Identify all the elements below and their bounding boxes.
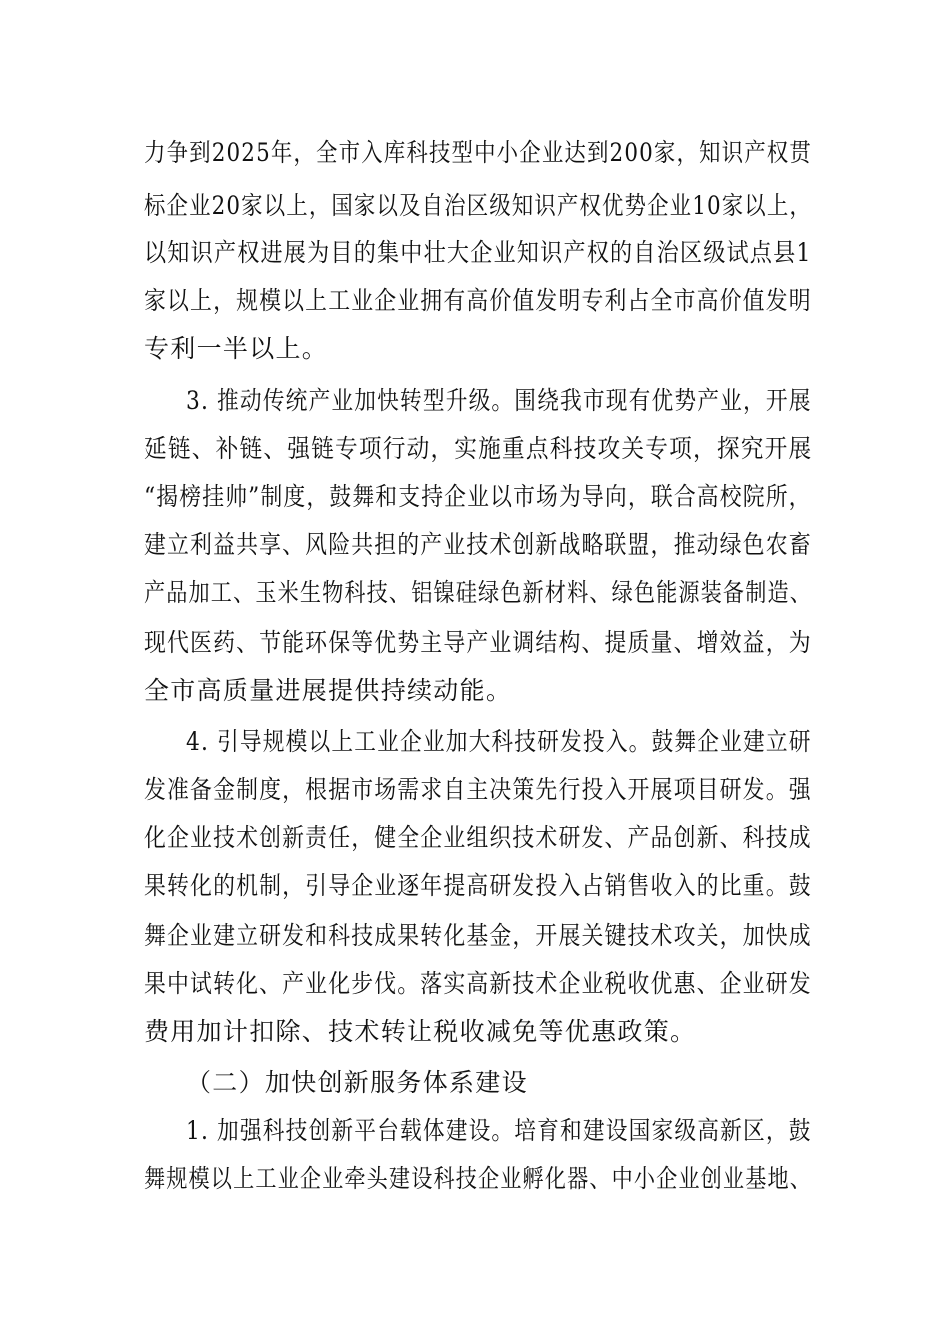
body-text-line: 家以上，规模以上工业企业拥有高价值发明专利占全市高价值发明 — [144, 286, 812, 315]
body-text-line: 费用加计扣除、技术转让税收减免等优惠政策。 — [144, 1017, 697, 1046]
body-text-line: 以知识产权进展为目的集中壮大企业知识产权的自治区级试点县1 — [144, 238, 812, 267]
body-text-line: 产品加工、玉米生物科技、铝镍硅绿色新材料、绿色能源装备制造、 — [144, 578, 813, 607]
body-text-line: 果转化的机制，引导企业逐年提高研发投入占销售收入的比重。鼓 — [144, 871, 812, 900]
body-text-line: 化企业技术创新责任，健全企业组织技术研发、产品创新、科技成 — [144, 823, 812, 852]
body-text-line: 标企业20家以上，国家以及自治区级知识产权优势企业10家以上， — [144, 191, 812, 220]
body-text-line: “揭榜挂帅”制度，鼓舞和支持企业以市场为导向，联合高校院所， — [144, 482, 812, 511]
body-text-line: 舞规模以上工业企业牵头建设科技企业孵化器、中小企业创业基地、 — [144, 1164, 813, 1193]
body-text-line: 全市高质量进展提供持续动能。 — [144, 676, 513, 705]
numbered-paragraph-start: 1. 加强科技创新平台载体建设。培育和建设国家级高新区，鼓 — [186, 1116, 812, 1145]
body-text-line: 果中试转化、产业化步伐。落实高新技术企业税收优惠、企业研发 — [144, 969, 812, 998]
body-text-line: 建立利益共享、风险共担的产业技术创新战略联盟，推动绿色农畜 — [144, 530, 812, 559]
numbered-paragraph-start: 4. 引导规模以上工业企业加大科技研发投入。鼓舞企业建立研 — [186, 727, 812, 756]
body-text-line: 现代医药、节能环保等优势主导产业调结构、提质量、增效益，为 — [144, 628, 812, 657]
body-text-line: 发准备金制度，根据市场需求自主决策先行投入开展项目研发。强 — [144, 775, 812, 804]
body-text-line: 舞企业建立研发和科技成果转化基金，开展关键技术攻关，加快成 — [144, 921, 812, 950]
section-heading: （二）加快创新服务体系建设 — [186, 1068, 528, 1097]
numbered-paragraph-start: 3. 推动传统产业加快转型升级。围绕我市现有优势产业，开展 — [186, 386, 812, 415]
body-text-line: 专利一半以上。 — [144, 334, 329, 363]
body-text-line: 力争到2025年，全市入库科技型中小企业达到200家，知识产权贯 — [144, 138, 812, 167]
body-text-line: 延链、补链、强链专项行动，实施重点科技攻关专项，探究开展 — [144, 434, 813, 463]
